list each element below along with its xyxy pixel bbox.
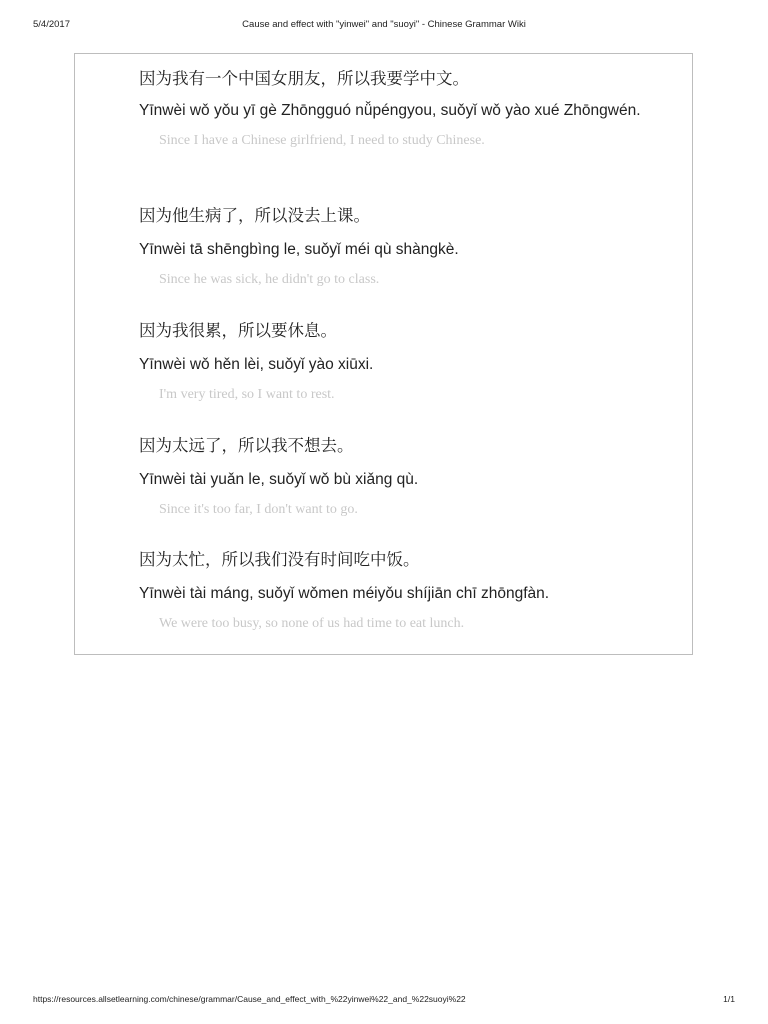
example-item bbox=[139, 549, 679, 633]
example-chinese: 因为太远了，所以我不想去。 bbox=[139, 436, 354, 455]
example-item bbox=[139, 435, 679, 519]
page-url: https://resources.allsetlearning.com/chinese/grammar/Cause_and_effect_with_%22yinwei%22_and_%22suoyi%22 bbox=[33, 994, 466, 1004]
example-chinese: 因为我很累，所以要休息。 bbox=[139, 321, 337, 340]
example-pinyin: Yīnwèi tā shēngbìng le, suǒyǐ méi qù shàngkè. bbox=[139, 241, 459, 258]
example-translation: Since he was sick, he didn't go to class. bbox=[159, 272, 380, 287]
example-chinese: 因为太忙，所以我们没有时间吃中饭。 bbox=[139, 550, 420, 569]
example-sentences-box bbox=[74, 53, 693, 655]
example-translation: I'm very tired, so I want to rest. bbox=[159, 387, 335, 402]
example-pinyin: Yīnwèi tài yuǎn le, suǒyǐ wǒ bù xiǎng qù. bbox=[139, 471, 419, 488]
example-translation: Since I have a Chinese girlfriend, I need to study Chinese. bbox=[159, 133, 485, 148]
example-item bbox=[139, 68, 679, 150]
example-item bbox=[139, 205, 679, 289]
page-title: Cause and effect with "yinwei" and "suoyi" - Chinese Grammar Wiki bbox=[242, 19, 526, 30]
example-item bbox=[139, 320, 679, 404]
page-number: 1/1 bbox=[723, 994, 735, 1004]
example-chinese: 因为我有一个中国女朋友，所以我要学中文。 bbox=[139, 69, 469, 88]
example-pinyin: Yīnwèi tài máng, suǒyǐ wǒmen méiyǒu shíjiān chī zhōngfàn. bbox=[139, 585, 550, 602]
print-date: 5/4/2017 bbox=[33, 19, 70, 30]
example-translation: Since it's too far, I don't want to go. bbox=[159, 502, 358, 517]
example-translation: We were too busy, so none of us had time to eat lunch. bbox=[159, 616, 465, 631]
example-pinyin: Yīnwèi wǒ hěn lèi, suǒyǐ yào xiūxi. bbox=[139, 356, 374, 373]
example-pinyin: Yīnwèi wǒ yǒu yī gè Zhōngguó nǚpéngyou, suǒyǐ wǒ yào xué Zhōngwén. bbox=[139, 102, 641, 119]
example-chinese: 因为他生病了，所以没去上课。 bbox=[139, 206, 370, 225]
